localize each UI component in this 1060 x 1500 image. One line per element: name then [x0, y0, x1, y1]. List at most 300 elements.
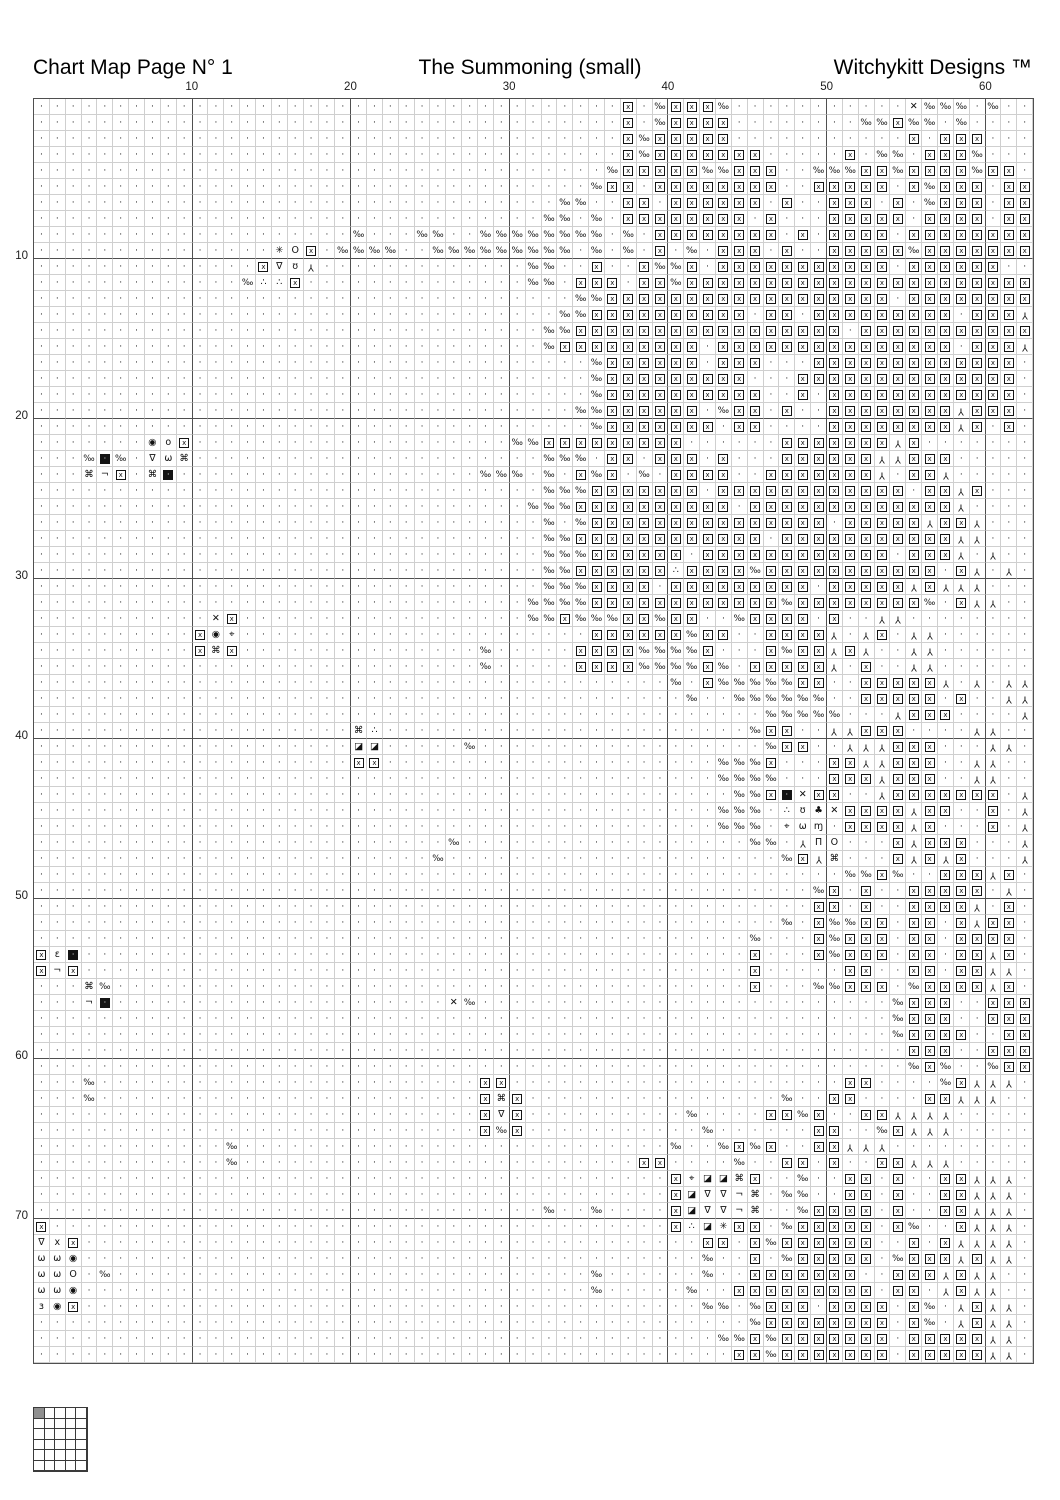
stitch-cell: [1017, 227, 1033, 243]
stitch-cell: [986, 307, 1002, 323]
stitch-cell: ‰: [589, 419, 605, 435]
stitch-cell: ·: [399, 755, 415, 771]
stitch-cell: [716, 547, 732, 563]
stitch-cell: [875, 691, 891, 707]
stitch-cell: ·: [288, 515, 304, 531]
stitch-cell: ·: [446, 259, 462, 275]
boxed-hourglass-stitch-icon: x: [639, 486, 649, 496]
stitch-cell: ·: [351, 1059, 367, 1075]
stitch-cell: ·: [1017, 611, 1033, 627]
stitch-cell: ·: [351, 211, 367, 227]
boxed-hourglass-stitch-icon: x: [703, 150, 713, 160]
stitch-cell: [970, 1091, 986, 1107]
stitch-cell: [1001, 915, 1017, 931]
stitch-cell: ·: [240, 323, 256, 339]
stitch-cell: ·: [383, 1091, 399, 1107]
stitch-cell: ·: [748, 1011, 764, 1027]
boxed-hourglass-stitch-icon: x: [766, 758, 776, 768]
boxed-hourglass-stitch-icon: x: [750, 294, 760, 304]
boxed-hourglass-stitch-icon: x: [782, 582, 792, 592]
stitch-cell: ·: [970, 547, 986, 563]
boxed-hourglass-stitch-icon: x: [1004, 246, 1014, 256]
stitch-cell: ·: [415, 1011, 431, 1027]
boxed-hourglass-stitch-icon: x: [861, 598, 871, 608]
stitch-cell: ‰: [589, 467, 605, 483]
stitch-cell: ·: [748, 643, 764, 659]
stitch-cell: ·: [34, 995, 50, 1011]
stitch-cell: [827, 339, 843, 355]
stitch-cell: ·: [589, 195, 605, 211]
top-axis-label: 50: [820, 81, 834, 93]
stitch-cell: ·: [82, 163, 98, 179]
stitch-cell: ·: [82, 691, 98, 707]
boxed-hourglass-stitch-icon: x: [814, 646, 824, 656]
stitch-cell: [764, 499, 780, 515]
stitch-cell: ◉: [208, 627, 224, 643]
stitch-cell: ·: [97, 867, 113, 883]
boxed-hourglass-stitch-icon: x: [655, 326, 665, 336]
stitch-cell: ‰: [748, 931, 764, 947]
stitch-cell: [922, 499, 938, 515]
stitch-cell: ·: [494, 659, 510, 675]
boxed-hourglass-stitch-icon: x: [909, 470, 919, 480]
boxed-hourglass-stitch-icon: x: [782, 486, 792, 496]
stitch-cell: ·: [161, 1011, 177, 1027]
stitch-cell: ·: [272, 211, 288, 227]
stitch-cell: ·: [462, 227, 478, 243]
stitch-cell: ·: [66, 211, 82, 227]
stitch-cell: [653, 163, 669, 179]
boxed-hourglass-stitch-icon: x: [925, 710, 935, 720]
boxed-hourglass-stitch-icon: x: [576, 646, 586, 656]
stitch-cell: ·: [875, 707, 891, 723]
boxed-hourglass-stitch-icon: x: [639, 214, 649, 224]
stitch-cell: ·: [288, 835, 304, 851]
stitch-cell: [1001, 371, 1017, 387]
stitch-cell: ·: [256, 803, 272, 819]
stitch-cell: ·: [335, 227, 351, 243]
stitch-cell: ·: [304, 275, 320, 291]
stitch-cell: ·: [1001, 547, 1017, 563]
stitch-cell: ·: [50, 355, 66, 371]
stitch-cell: ·: [304, 627, 320, 643]
stitch-cell: ·: [668, 851, 684, 867]
stitch-cell: ·: [383, 259, 399, 275]
stitch-cell: ·: [256, 307, 272, 323]
stitch-cell: ·: [732, 131, 748, 147]
stitch-cell: ·: [970, 819, 986, 835]
stitch-cell: ·: [732, 115, 748, 131]
stitch-cell: ·: [129, 995, 145, 1011]
stitch-cell: ·: [526, 99, 542, 115]
boxed-hourglass-stitch-icon: x: [972, 950, 982, 960]
boxed-hourglass-stitch-icon: x: [782, 630, 792, 640]
stitch-cell: [732, 275, 748, 291]
boxed-hourglass-stitch-icon: x: [814, 918, 824, 928]
stitch-cell: ·: [653, 963, 669, 979]
stitch-cell: ·: [208, 259, 224, 275]
boxed-hourglass-stitch-icon: x: [734, 390, 744, 400]
boxed-hourglass-stitch-icon: x: [925, 1094, 935, 1104]
stitch-cell: ·: [462, 899, 478, 915]
stitch-cell: [954, 931, 970, 947]
stitch-cell: ·: [113, 995, 129, 1011]
stitch-cell: [684, 227, 700, 243]
stitch-cell: ·: [383, 131, 399, 147]
boxed-hourglass-stitch-icon: x: [671, 438, 681, 448]
stitch-cell: ·: [890, 979, 906, 995]
stitch-cell: ‰: [542, 515, 558, 531]
stitch-cell: ·: [383, 211, 399, 227]
stitch-cell: ·: [399, 147, 415, 163]
stitch-cell: ·: [383, 803, 399, 819]
stitch-cell: [605, 403, 621, 419]
boxed-hourglass-stitch-icon: x: [861, 342, 871, 352]
stitch-cell: ·: [113, 803, 129, 819]
stitch-cell: ‰: [653, 611, 669, 627]
stitch-cell: ·: [510, 723, 526, 739]
stitch-cell: ·: [272, 563, 288, 579]
stitch-cell: ·: [351, 835, 367, 851]
stitch-cell: ·: [177, 739, 193, 755]
boxed-hourglass-stitch-icon: x: [623, 646, 633, 656]
stitch-cell: ·: [304, 227, 320, 243]
stitch-cell: [716, 323, 732, 339]
stitch-cell: ·: [161, 275, 177, 291]
stitch-cell: [938, 883, 954, 899]
stitch-cell: ·: [304, 755, 320, 771]
stitch-cell: [637, 275, 653, 291]
stitch-cell: [859, 275, 875, 291]
stitch-cell: ·: [319, 691, 335, 707]
boxed-hourglass-stitch-icon: x: [639, 406, 649, 416]
stitch-cell: ‰: [764, 835, 780, 851]
stitch-cell: ·: [922, 435, 938, 451]
stitch-cell: ·: [637, 835, 653, 851]
stitch-cell: [875, 419, 891, 435]
stitch-cell: ·: [177, 659, 193, 675]
stitch-cell: [890, 707, 906, 723]
stitch-cell: ·: [399, 243, 415, 259]
stitch-cell: ·: [399, 259, 415, 275]
stitch-cell: ·: [193, 131, 209, 147]
stitch-cell: [827, 371, 843, 387]
stitch-cell: ·: [319, 611, 335, 627]
stitch-cell: [573, 323, 589, 339]
boxed-hourglass-stitch-icon: x: [845, 374, 855, 384]
stitch-cell: [700, 179, 716, 195]
stitch-cell: ·: [462, 947, 478, 963]
stitch-cell: ·: [288, 915, 304, 931]
stitch-cell: ‰: [589, 371, 605, 387]
stitch-cell: ·: [367, 115, 383, 131]
boxed-hourglass-stitch-icon: x: [766, 662, 776, 672]
stitch-cell: ·: [97, 1059, 113, 1075]
stitch-cell: ‰: [779, 643, 795, 659]
stitch-cell: ·: [240, 211, 256, 227]
stitch-cell: ·: [542, 883, 558, 899]
stitch-cell: ·: [383, 755, 399, 771]
stitch-cell: ·: [462, 99, 478, 115]
boxed-hourglass-stitch-icon: x: [592, 646, 602, 656]
stitch-cell: ·: [335, 131, 351, 147]
stitch-cell: ‰: [859, 867, 875, 883]
stitch-cell: ·: [510, 531, 526, 547]
stitch-cell: ·: [208, 387, 224, 403]
stitch-cell: ·: [557, 115, 573, 131]
boxed-hourglass-stitch-icon: x: [845, 406, 855, 416]
stitch-cell: ·: [573, 259, 589, 275]
boxed-hourglass-stitch-icon: x: [687, 342, 697, 352]
stitch-cell: ·: [193, 819, 209, 835]
stitch-cell: ·: [97, 387, 113, 403]
stitch-cell: ·: [970, 115, 986, 131]
stitch-cell: [668, 227, 684, 243]
stitch-cell: ·: [272, 995, 288, 1011]
stitch-cell: ·: [97, 163, 113, 179]
stitch-cell: ·: [50, 163, 66, 179]
stitch-cell: ·: [494, 851, 510, 867]
stitch-cell: ·: [1001, 579, 1017, 595]
stitch-cell: ·: [367, 291, 383, 307]
boxed-hourglass-stitch-icon: x: [893, 790, 903, 800]
stitch-cell: [938, 195, 954, 211]
stitch-cell: ·: [272, 499, 288, 515]
stitch-cell: ·: [383, 851, 399, 867]
stitch-cell: ·: [240, 803, 256, 819]
stitch-cell: ·: [462, 355, 478, 371]
stitch-cell: ·: [351, 979, 367, 995]
boxed-hourglass-stitch-icon: x: [671, 454, 681, 464]
stitch-cell: ·: [653, 675, 669, 691]
stitch-cell: ‰: [668, 675, 684, 691]
stitch-cell: ·: [399, 355, 415, 371]
boxed-hourglass-stitch-icon: x: [671, 150, 681, 160]
stitch-cell: ·: [272, 803, 288, 819]
stitch-cell: ∇: [145, 451, 161, 467]
stitch-cell: ·: [668, 835, 684, 851]
stitch-cell: ‰: [843, 163, 859, 179]
stitch-cell: ·: [1017, 387, 1033, 403]
stitch-cell: [859, 451, 875, 467]
stitch-cell: [589, 499, 605, 515]
stitch-cell: ·: [954, 739, 970, 755]
boxed-hourglass-stitch-icon: x: [814, 502, 824, 512]
boxed-hourglass-stitch-icon: x: [877, 726, 887, 736]
stitch-cell: ·: [82, 419, 98, 435]
stitch-cell: ·: [82, 675, 98, 691]
boxed-hourglass-stitch-icon: x: [925, 294, 935, 304]
boxed-hourglass-stitch-icon: x: [988, 790, 998, 800]
stitch-cell: ·: [129, 915, 145, 931]
stitch-cell: [938, 547, 954, 563]
stitch-cell: [954, 547, 970, 563]
stitch-cell: ·: [34, 707, 50, 723]
boxed-hourglass-stitch-icon: x: [845, 534, 855, 544]
stitch-cell: [811, 435, 827, 451]
stitch-cell: ·: [430, 163, 446, 179]
boxed-hourglass-stitch-icon: x: [829, 422, 839, 432]
boxed-hourglass-stitch-icon: x: [877, 374, 887, 384]
stitch-cell: ·: [34, 691, 50, 707]
stitch-cell: ·: [890, 547, 906, 563]
boxed-hourglass-stitch-icon: x: [845, 214, 855, 224]
stitch-cell: ·: [494, 995, 510, 1011]
stitch-cell: ·: [161, 259, 177, 275]
boxed-hourglass-stitch-icon: x: [687, 486, 697, 496]
stitch-cell: [621, 163, 637, 179]
stitch-cell: ·: [827, 1107, 843, 1123]
stitch-cell: ·: [177, 723, 193, 739]
stitch-cell: ·: [589, 947, 605, 963]
stitch-cell: ·: [272, 1091, 288, 1107]
boxed-hourglass-stitch-icon: x: [734, 246, 744, 256]
boxed-hourglass-stitch-icon: x: [909, 742, 919, 752]
stitch-cell: ·: [1001, 499, 1017, 515]
stitch-cell: ·: [764, 1011, 780, 1027]
boxed-hourglass-stitch-icon: x: [750, 950, 760, 960]
stitch-cell: ·: [34, 595, 50, 611]
stitch-cell: ·: [161, 195, 177, 211]
stitch-cell: ·: [859, 147, 875, 163]
boxed-hourglass-stitch-icon: x: [718, 358, 728, 368]
stitch-cell: ·: [843, 883, 859, 899]
stitch-cell: ·: [304, 819, 320, 835]
stitch-cell: [875, 915, 891, 931]
stitch-cell: ·: [240, 547, 256, 563]
stitch-cell: ·: [97, 739, 113, 755]
stitch-cell: [970, 899, 986, 915]
boxed-hourglass-stitch-icon: x: [766, 182, 776, 192]
stitch-cell: ·: [478, 819, 494, 835]
stitch-cell: ·: [557, 819, 573, 835]
stitch-cell: ·: [208, 675, 224, 691]
stitch-cell: [954, 691, 970, 707]
stitch-cell: ·: [193, 803, 209, 819]
turned-y-stitch-icon: Y: [974, 1077, 981, 1089]
stitch-cell: ·: [653, 915, 669, 931]
boxed-hourglass-stitch-icon: x: [829, 598, 839, 608]
stitch-cell: ·: [399, 787, 415, 803]
stitch-cell: ·: [637, 1107, 653, 1123]
stitch-cell: ·: [462, 1043, 478, 1059]
stitch-cell: ·: [224, 883, 240, 899]
stitch-cell: ·: [193, 579, 209, 595]
stitch-cell: [1017, 1011, 1033, 1027]
boxed-hourglass-stitch-icon: x: [607, 566, 617, 576]
stitch-cell: ·: [34, 179, 50, 195]
stitch-cell: ·: [82, 947, 98, 963]
boxed-hourglass-stitch-icon: x: [940, 214, 950, 224]
stitch-cell: [764, 259, 780, 275]
stitch-cell: ‰: [542, 211, 558, 227]
stitch-cell: ·: [906, 1075, 922, 1091]
stitch-cell: [906, 595, 922, 611]
boxed-hourglass-stitch-icon: x: [750, 534, 760, 544]
boxed-hourglass-stitch-icon: x: [940, 246, 950, 256]
stitch-cell: ·: [82, 899, 98, 915]
stitch-cell: ·: [193, 243, 209, 259]
stitch-cell: ·: [367, 227, 383, 243]
stitch-cell: [621, 339, 637, 355]
stitch-cell: [827, 659, 843, 675]
stitch-cell: ·: [462, 819, 478, 835]
stitch-cell: [668, 531, 684, 547]
stitch-cell: [684, 259, 700, 275]
stitch-cell: ·: [843, 1043, 859, 1059]
stitch-cell: ·: [399, 931, 415, 947]
stitch-cell: [922, 291, 938, 307]
turned-y-stitch-icon: Y: [974, 581, 981, 593]
stitch-cell: ‰: [954, 115, 970, 131]
stitch-cell: [653, 403, 669, 419]
stitch-cell: ·: [224, 963, 240, 979]
stitch-cell: ‰: [684, 627, 700, 643]
stitch-cell: ·: [399, 227, 415, 243]
stitch-cell: ·: [193, 547, 209, 563]
stitch-cell: ·: [335, 819, 351, 835]
turned-y-stitch-icon: Y: [879, 789, 885, 801]
stitch-cell: ·: [288, 227, 304, 243]
stitch-cell: ·: [732, 947, 748, 963]
stitch-cell: [859, 371, 875, 387]
stitch-cell: [875, 467, 891, 483]
stitch-cell: ·: [462, 147, 478, 163]
stitch-cell: ·: [653, 787, 669, 803]
boxed-hourglass-stitch-icon: x: [623, 550, 633, 560]
boxed-hourglass-stitch-icon: x: [623, 534, 633, 544]
boxed-hourglass-stitch-icon: x: [893, 534, 903, 544]
stitch-cell: ∴: [367, 723, 383, 739]
stitch-cell: [843, 195, 859, 211]
stitch-cell: ·: [177, 259, 193, 275]
stitch-cell: ·: [319, 883, 335, 899]
stitch-cell: ɛ: [50, 947, 66, 963]
boxed-hourglass-stitch-icon: x: [703, 678, 713, 688]
stitch-cell: ·: [319, 739, 335, 755]
stitch-cell: ·: [716, 1091, 732, 1107]
stitch-cell: ·: [256, 371, 272, 387]
turned-y-stitch-icon: Y: [831, 645, 838, 657]
stitch-cell: ·: [478, 99, 494, 115]
stitch-cell: ·: [97, 275, 113, 291]
stitch-cell: ·: [764, 883, 780, 899]
stitch-cell: [906, 947, 922, 963]
stitch-cell: ·: [256, 323, 272, 339]
boxed-hourglass-stitch-icon: x: [623, 182, 633, 192]
stitch-cell: ·: [415, 259, 431, 275]
stitch-cell: ·: [637, 1011, 653, 1027]
stitch-cell: ·: [319, 771, 335, 787]
stitch-cell: [954, 387, 970, 403]
boxed-hourglass-stitch-icon: x: [623, 566, 633, 576]
stitch-cell: [827, 547, 843, 563]
stitch-cell: ·: [748, 1059, 764, 1075]
stitch-cell: ·: [494, 755, 510, 771]
stitch-cell: [716, 291, 732, 307]
stitch-cell: ·: [494, 275, 510, 291]
stitch-cell: ·: [478, 499, 494, 515]
stitch-cell: ·: [573, 739, 589, 755]
stitch-cell: ·: [446, 979, 462, 995]
boxed-hourglass-stitch-icon: x: [893, 374, 903, 384]
turned-y-stitch-icon: Y: [910, 853, 917, 865]
stitch-cell: ·: [50, 307, 66, 323]
stitch-cell: [653, 179, 669, 195]
stitch-cell: ·: [478, 307, 494, 323]
stitch-cell: ◪: [351, 739, 367, 755]
stitch-cell: ·: [208, 499, 224, 515]
